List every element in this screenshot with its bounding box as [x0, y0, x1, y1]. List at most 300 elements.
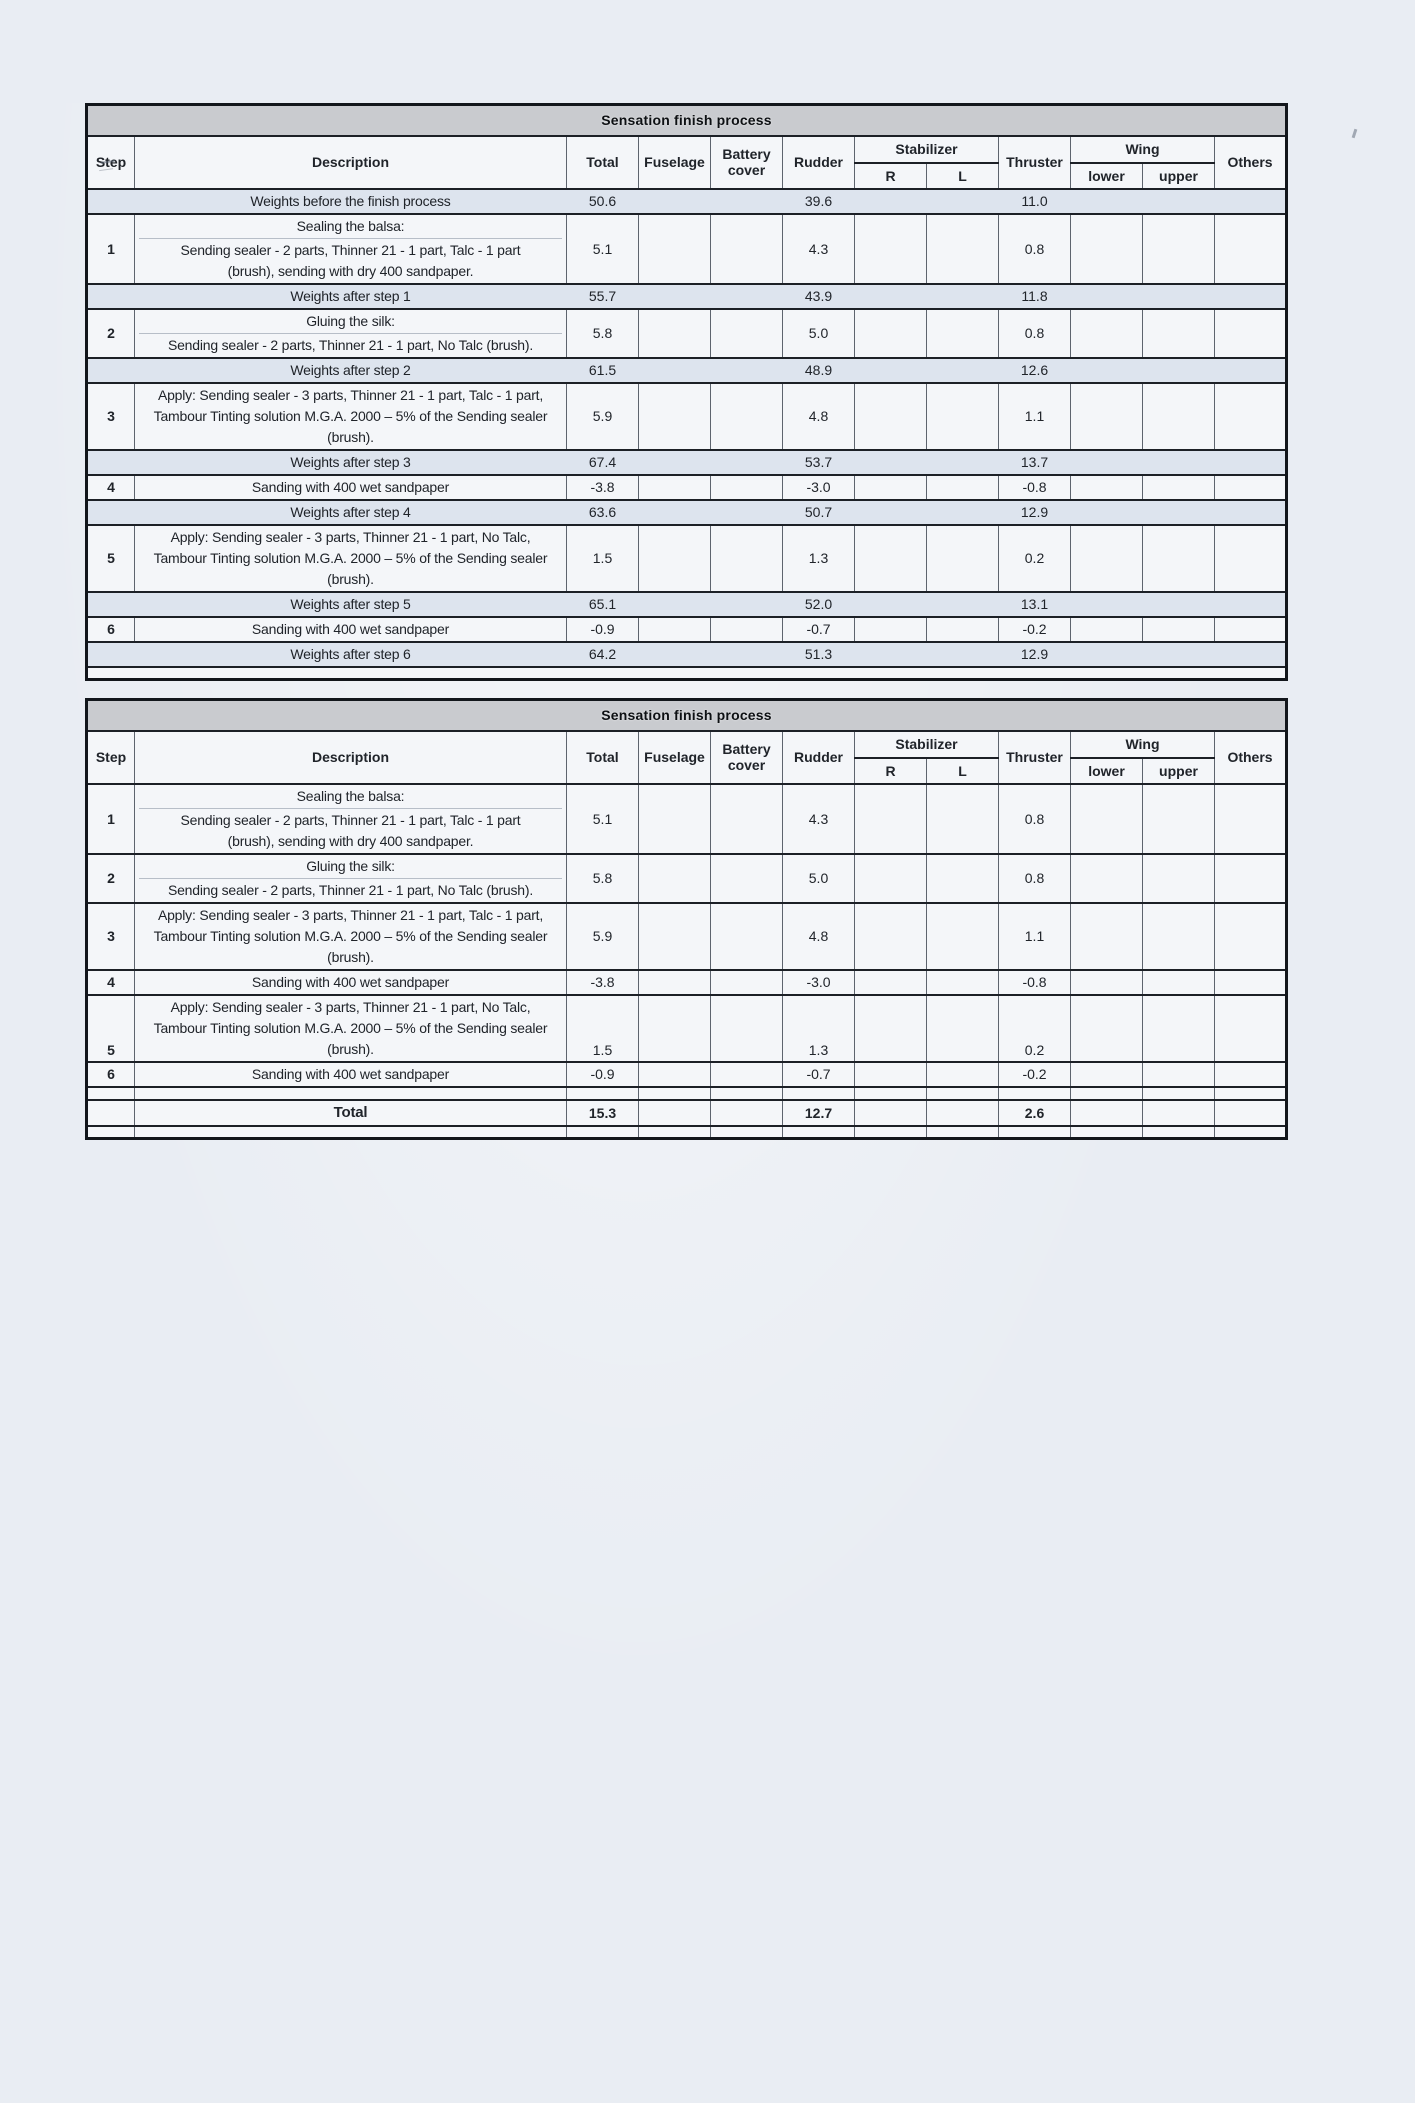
- step-row: [87, 784, 1287, 854]
- cell-upper: [1143, 358, 1215, 383]
- cell-r: [855, 995, 927, 1062]
- cell-step: [87, 450, 135, 475]
- cell-rudder: [783, 667, 855, 680]
- cell-r: [855, 284, 927, 309]
- step-row: [87, 525, 1287, 592]
- cell-fuselage: [639, 995, 711, 1062]
- cell-others: [1215, 189, 1287, 214]
- cell-desc: Weights after step 5: [135, 592, 567, 617]
- cell-total: 63.6: [567, 500, 639, 525]
- cell-fuselage: [639, 1126, 711, 1139]
- cell-rudder: -0.7: [783, 617, 855, 642]
- cell-thruster: 13.7: [999, 450, 1071, 475]
- weights-row: [87, 450, 1287, 475]
- col-header-total: Total: [567, 136, 639, 189]
- cell-total: 5.1: [567, 784, 639, 854]
- cell-l: [927, 450, 999, 475]
- step-desc-line: Apply: Sending sealer - 3 parts, Thinner 21 - 1 part, Talc - 1 part,: [157, 906, 544, 923]
- cell-upper: [1143, 854, 1215, 903]
- cell-others: [1215, 1062, 1287, 1087]
- col-header-stabilizer-r: R: [855, 163, 927, 189]
- cell-lower: [1071, 1087, 1143, 1100]
- cell-fuselage: [639, 970, 711, 995]
- cell-upper: [1143, 284, 1215, 309]
- battery-cover-line1: Battery: [722, 146, 771, 162]
- cell-rudder: 1.3: [783, 995, 855, 1062]
- cell-l: [927, 592, 999, 617]
- cell-thruster: -0.8: [999, 475, 1071, 500]
- col-header-wing-upper: upper: [1143, 163, 1215, 189]
- cell-lower: [1071, 784, 1143, 854]
- cell-others: [1215, 1087, 1287, 1100]
- cell-lower: [1071, 358, 1143, 383]
- step-row: [87, 383, 1287, 450]
- cell-step: 1: [87, 214, 135, 284]
- col-header-stabilizer-l: L: [927, 758, 999, 784]
- cell-battery: [711, 592, 783, 617]
- step-row: [87, 309, 1287, 358]
- finish-process-table-1: [85, 103, 1288, 681]
- cell-rudder: 12.7: [783, 1100, 855, 1126]
- col-header-wing-lower: lower: [1071, 758, 1143, 784]
- cell-battery: [711, 358, 783, 383]
- col-header-others: Others: [1215, 731, 1287, 784]
- cell-fuselage: [639, 475, 711, 500]
- cell-rudder: -0.7: [783, 1062, 855, 1087]
- cell-rudder: 50.7: [783, 500, 855, 525]
- cell-rudder: 4.8: [783, 383, 855, 450]
- cell-r: [855, 1062, 927, 1087]
- cell-rudder: 53.7: [783, 450, 855, 475]
- cell-fuselage: [639, 1087, 711, 1100]
- cell-others: [1215, 854, 1287, 903]
- col-header-stabilizer-l: L: [927, 163, 999, 189]
- cell-thruster: 1.1: [999, 383, 1071, 450]
- col-header-fuselage: Fuselage: [639, 731, 711, 784]
- battery-cover-line2: cover: [727, 757, 766, 773]
- col-header-wing: Wing: [1071, 731, 1215, 758]
- cell-lower: [1071, 383, 1143, 450]
- cell-total: -3.8: [567, 970, 639, 995]
- cell-upper: [1143, 189, 1215, 214]
- cell-rudder: -3.0: [783, 475, 855, 500]
- cell-desc: [135, 854, 567, 903]
- cell-step: [87, 358, 135, 383]
- col-header-total: Total: [567, 731, 639, 784]
- cell-l: [927, 903, 999, 970]
- cell-desc: Weights after step 2: [135, 358, 567, 383]
- cell-desc: [135, 1087, 567, 1100]
- step-row: [87, 903, 1287, 970]
- cell-thruster: 1.1: [999, 903, 1071, 970]
- cell-lower: [1071, 903, 1143, 970]
- cell-lower: [1071, 995, 1143, 1062]
- cell-battery: [711, 995, 783, 1062]
- cell-r: [855, 383, 927, 450]
- battery-cover-line2: cover: [727, 162, 766, 178]
- cell-r: [855, 500, 927, 525]
- step-desc-heading: Sealing the balsa:: [139, 216, 562, 239]
- step-desc-heading: Sealing the balsa:: [139, 786, 562, 809]
- cell-lower: [1071, 592, 1143, 617]
- cell-r: [855, 592, 927, 617]
- cell-r: [855, 525, 927, 592]
- cell-desc: [135, 1126, 567, 1139]
- cell-upper: [1143, 995, 1215, 1062]
- col-header-stabilizer: Stabilizer: [855, 136, 999, 163]
- weights-row: [87, 358, 1287, 383]
- cell-upper: [1143, 1100, 1215, 1126]
- col-header-battery-cover: [711, 136, 783, 189]
- cell-thruster: 0.8: [999, 309, 1071, 358]
- col-header-thruster: Thruster: [999, 731, 1071, 784]
- col-header-description: Description: [135, 731, 567, 784]
- cell-upper: [1143, 1062, 1215, 1087]
- cell-battery: [711, 284, 783, 309]
- total-label: Total: [333, 1104, 368, 1121]
- cell-upper: [1143, 475, 1215, 500]
- cell-r: [855, 784, 927, 854]
- cell-others: [1215, 475, 1287, 500]
- step-row: [87, 617, 1287, 642]
- col-header-description: Description: [135, 136, 567, 189]
- cell-l: [927, 1100, 999, 1126]
- cell-thruster: 0.8: [999, 854, 1071, 903]
- cell-battery: [711, 214, 783, 284]
- cell-thruster: 0.8: [999, 214, 1071, 284]
- cell-step: 3: [87, 903, 135, 970]
- cell-fuselage: [639, 592, 711, 617]
- col-header-stabilizer-r: R: [855, 758, 927, 784]
- cell-desc: Weights after step 3: [135, 450, 567, 475]
- cell-fuselage: [639, 642, 711, 667]
- cell-others: [1215, 784, 1287, 854]
- cell-total: 5.1: [567, 214, 639, 284]
- cell-fuselage: [639, 383, 711, 450]
- step-row: [87, 475, 1287, 500]
- cell-others: [1215, 1100, 1287, 1126]
- cell-others: [1215, 284, 1287, 309]
- cell-battery: [711, 642, 783, 667]
- cell-rudder: 51.3: [783, 642, 855, 667]
- weights-row: [87, 500, 1287, 525]
- step-desc-line: Tambour Tinting solution M.G.A. 2000 – 5% of the Sending sealer: [153, 549, 548, 566]
- cell-desc: Weights before the finish process: [135, 189, 567, 214]
- cell-others: [1215, 970, 1287, 995]
- cell-total: 65.1: [567, 592, 639, 617]
- cell-others: [1215, 525, 1287, 592]
- cell-lower: [1071, 500, 1143, 525]
- step-desc-line: (brush).: [327, 428, 374, 445]
- cell-r: [855, 903, 927, 970]
- step-desc-line: Tambour Tinting solution M.G.A. 2000 – 5% of the Sending sealer: [153, 1019, 548, 1036]
- cell-lower: [1071, 1126, 1143, 1139]
- cell-fuselage: [639, 214, 711, 284]
- step-desc-line: (brush).: [327, 948, 374, 965]
- cell-lower: [1071, 475, 1143, 500]
- cell-total: 5.9: [567, 383, 639, 450]
- cell-l: [927, 358, 999, 383]
- cell-total: -3.8: [567, 475, 639, 500]
- cell-others: [1215, 995, 1287, 1062]
- cell-upper: [1143, 903, 1215, 970]
- step-desc-line: (brush), sending with dry 400 sandpaper.: [227, 262, 474, 279]
- cell-step: 2: [87, 854, 135, 903]
- cell-upper: [1143, 617, 1215, 642]
- cell-rudder: 5.0: [783, 854, 855, 903]
- col-header-stabilizer: Stabilizer: [855, 731, 999, 758]
- cell-r: [855, 214, 927, 284]
- cell-fuselage: [639, 189, 711, 214]
- cell-thruster: 12.9: [999, 500, 1071, 525]
- cell-step: 5: [87, 995, 135, 1062]
- cell-step: [87, 1126, 135, 1139]
- total-row: [87, 1100, 1287, 1126]
- cell-thruster: [999, 1126, 1071, 1139]
- step-desc-line: Apply: Sending sealer - 3 parts, Thinner 21 - 1 part, Talc - 1 part,: [157, 386, 544, 403]
- cell-r: [855, 642, 927, 667]
- cell-r: [855, 309, 927, 358]
- cell-desc: [135, 309, 567, 358]
- weights-row: [87, 284, 1287, 309]
- cell-lower: [1071, 617, 1143, 642]
- cell-step: [87, 284, 135, 309]
- cell-step: [87, 667, 135, 680]
- step-row: [87, 214, 1287, 284]
- cell-total: -0.9: [567, 617, 639, 642]
- cell-others: [1215, 450, 1287, 475]
- cell-l: [927, 284, 999, 309]
- cell-fuselage: [639, 1100, 711, 1126]
- cell-thruster: 0.2: [999, 525, 1071, 592]
- cell-step: 1: [87, 784, 135, 854]
- cell-rudder: 43.9: [783, 284, 855, 309]
- cell-total: [567, 1126, 639, 1139]
- cell-step: 6: [87, 1062, 135, 1087]
- cell-l: [927, 854, 999, 903]
- cell-lower: [1071, 1062, 1143, 1087]
- col-header-wing-upper: upper: [1143, 758, 1215, 784]
- cell-thruster: -0.2: [999, 617, 1071, 642]
- cell-others: [1215, 358, 1287, 383]
- cell-total: 61.5: [567, 358, 639, 383]
- cell-lower: [1071, 642, 1143, 667]
- col-header-wing-lower: lower: [1071, 163, 1143, 189]
- cell-battery: [711, 784, 783, 854]
- cell-total: 15.3: [567, 1100, 639, 1126]
- cell-total: -0.9: [567, 1062, 639, 1087]
- header-row: [87, 731, 1287, 758]
- cell-r: [855, 970, 927, 995]
- cell-fuselage: [639, 450, 711, 475]
- cell-upper: [1143, 1126, 1215, 1139]
- cell-desc: Weights after step 1: [135, 284, 567, 309]
- cell-l: [927, 667, 999, 680]
- cell-step: [87, 642, 135, 667]
- cell-desc: [135, 1062, 567, 1087]
- step-row: [87, 995, 1287, 1062]
- cell-upper: [1143, 309, 1215, 358]
- cell-battery: [711, 1087, 783, 1100]
- cell-l: [927, 970, 999, 995]
- cell-desc: [135, 214, 567, 284]
- cell-total: 1.5: [567, 995, 639, 1062]
- header-row: [87, 136, 1287, 163]
- scanned-document-page: [0, 103, 1415, 2103]
- cell-upper: [1143, 784, 1215, 854]
- cell-battery: [711, 475, 783, 500]
- cell-others: [1215, 667, 1287, 680]
- cell-r: [855, 450, 927, 475]
- col-header-thruster: Thruster: [999, 136, 1071, 189]
- step-desc-line: Tambour Tinting solution M.G.A. 2000 – 5% of the Sending sealer: [153, 407, 548, 424]
- cell-battery: [711, 309, 783, 358]
- pen-mark-artifact: [1352, 129, 1358, 138]
- cell-total: 5.8: [567, 854, 639, 903]
- cell-total: 5.8: [567, 309, 639, 358]
- cell-rudder: 4.3: [783, 784, 855, 854]
- cell-lower: [1071, 1100, 1143, 1126]
- cell-rudder: 4.3: [783, 214, 855, 284]
- cell-l: [927, 1087, 999, 1100]
- cell-thruster: 0.8: [999, 784, 1071, 854]
- cell-step: 2: [87, 309, 135, 358]
- step-desc-line: Sending sealer - 2 parts, Thinner 21 - 1 part, No Talc (brush).: [167, 881, 534, 898]
- step-row: [87, 854, 1287, 903]
- col-header-fuselage: Fuselage: [639, 136, 711, 189]
- cell-upper: [1143, 525, 1215, 592]
- cell-total: [567, 667, 639, 680]
- cell-fuselage: [639, 1062, 711, 1087]
- cell-total: 67.4: [567, 450, 639, 475]
- cell-fuselage: [639, 784, 711, 854]
- cell-fuselage: [639, 500, 711, 525]
- cell-desc: [135, 617, 567, 642]
- cell-total: [567, 1087, 639, 1100]
- cell-battery: [711, 617, 783, 642]
- cell-lower: [1071, 854, 1143, 903]
- cell-desc: [135, 784, 567, 854]
- cell-rudder: 39.6: [783, 189, 855, 214]
- cell-rudder: 5.0: [783, 309, 855, 358]
- cell-battery: [711, 1062, 783, 1087]
- cell-fuselage: [639, 309, 711, 358]
- cell-desc: [135, 475, 567, 500]
- cell-rudder: [783, 1087, 855, 1100]
- cell-rudder: 52.0: [783, 592, 855, 617]
- cell-r: [855, 358, 927, 383]
- cell-battery: [711, 903, 783, 970]
- cell-step: 3: [87, 383, 135, 450]
- cell-r: [855, 1100, 927, 1126]
- cell-thruster: [999, 1087, 1071, 1100]
- cell-r: [855, 1087, 927, 1100]
- cell-desc: [135, 970, 567, 995]
- cell-l: [927, 1126, 999, 1139]
- cell-upper: [1143, 1087, 1215, 1100]
- cell-lower: [1071, 284, 1143, 309]
- cell-step: 4: [87, 475, 135, 500]
- cell-total: 50.6: [567, 189, 639, 214]
- col-header-wing: Wing: [1071, 136, 1215, 163]
- weights-row: [87, 642, 1287, 667]
- cell-battery: [711, 500, 783, 525]
- step-desc-heading: Gluing the silk:: [139, 856, 562, 879]
- cell-lower: [1071, 309, 1143, 358]
- cell-desc: [135, 667, 567, 680]
- cell-battery: [711, 383, 783, 450]
- cell-others: [1215, 592, 1287, 617]
- cell-others: [1215, 617, 1287, 642]
- cell-thruster: [999, 667, 1071, 680]
- cell-rudder: 48.9: [783, 358, 855, 383]
- cell-l: [927, 525, 999, 592]
- cell-upper: [1143, 970, 1215, 995]
- step-desc-heading: Gluing the silk:: [139, 311, 562, 334]
- cell-battery: [711, 667, 783, 680]
- cell-others: [1215, 500, 1287, 525]
- empty-row: [87, 667, 1287, 680]
- cell-r: [855, 854, 927, 903]
- cell-total: 64.2: [567, 642, 639, 667]
- cell-battery: [711, 189, 783, 214]
- cell-fuselage: [639, 667, 711, 680]
- step-desc-line: Sanding with 400 wet sandpaper: [251, 478, 450, 495]
- cell-desc: [135, 1100, 567, 1126]
- cell-thruster: 2.6: [999, 1100, 1071, 1126]
- cell-upper: [1143, 642, 1215, 667]
- cell-desc: Weights after step 6: [135, 642, 567, 667]
- cell-l: [927, 642, 999, 667]
- cell-l: [927, 617, 999, 642]
- cell-l: [927, 995, 999, 1062]
- table-title-row: [87, 700, 1287, 731]
- cell-battery: [711, 450, 783, 475]
- cell-r: [855, 1126, 927, 1139]
- cell-l: [927, 784, 999, 854]
- cell-fuselage: [639, 284, 711, 309]
- step-row: [87, 970, 1287, 995]
- cell-upper: [1143, 383, 1215, 450]
- cell-thruster: 12.9: [999, 642, 1071, 667]
- step-row: [87, 1062, 1287, 1087]
- cell-step: 4: [87, 970, 135, 995]
- cell-r: [855, 617, 927, 642]
- cell-lower: [1071, 667, 1143, 680]
- cell-l: [927, 309, 999, 358]
- cell-l: [927, 214, 999, 284]
- cell-upper: [1143, 667, 1215, 680]
- cell-l: [927, 189, 999, 214]
- cell-lower: [1071, 450, 1143, 475]
- col-header-step: Step: [87, 731, 135, 784]
- step-desc-line: (brush).: [327, 570, 374, 587]
- cell-l: [927, 383, 999, 450]
- cell-total: 5.9: [567, 903, 639, 970]
- cell-rudder: 1.3: [783, 525, 855, 592]
- cell-step: [87, 1100, 135, 1126]
- col-header-rudder: Rudder: [783, 731, 855, 784]
- cell-upper: [1143, 214, 1215, 284]
- cell-l: [927, 500, 999, 525]
- cell-l: [927, 1062, 999, 1087]
- cell-fuselage: [639, 903, 711, 970]
- cell-fuselage: [639, 358, 711, 383]
- battery-cover-line1: Battery: [722, 741, 771, 757]
- cell-fuselage: [639, 617, 711, 642]
- step-desc-line: Sending sealer - 2 parts, Thinner 21 - 1 part, No Talc (brush).: [167, 336, 534, 353]
- step-desc-line: Sending sealer - 2 parts, Thinner 21 - 1 part, Talc - 1 part: [180, 811, 521, 828]
